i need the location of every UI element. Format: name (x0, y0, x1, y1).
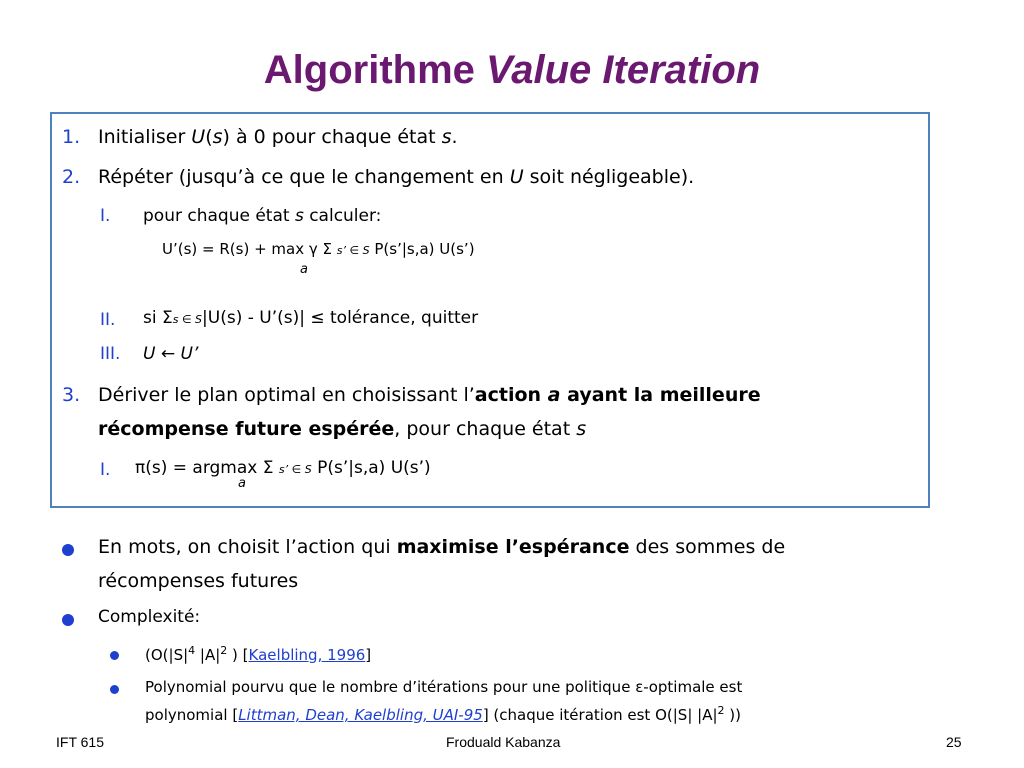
step-2ii-text: si Σs ∈ S|U(s) - U’(s)| ≤ tolérance, quitter (143, 308, 479, 328)
bullet-1-line2: récompenses futures (98, 570, 299, 592)
step-2i-text: pour chaque état s calculer: (143, 206, 382, 226)
step-3-text-line2: récompense future espérée, pour chaque état s (98, 418, 587, 440)
step-3-number: 3. (62, 384, 81, 406)
step-1-number: 1. (62, 126, 81, 148)
kaelbling-1996-link[interactable]: Kaelbling, 1996 (248, 646, 366, 664)
sub-bullet-dot-icon (110, 685, 119, 694)
step-2-text: Répéter (jusqu’à ce que le changement en U soit négligeable). (98, 166, 695, 188)
bullet-dot-icon (62, 544, 74, 556)
formula-update: U’(s) = R(s) + max γ Σ s’ ∈ S P(s’|s,a) U(s’) (162, 240, 475, 258)
formula-policy: π(s) = argmax Σ s’ ∈ S P(s’|s,a) U(s’) (135, 458, 431, 478)
step-2ii-number: II. (100, 310, 116, 330)
step-2-number: 2. (62, 166, 81, 188)
step-1-text: Initialiser U(s) à 0 pour chaque état s. (98, 126, 458, 148)
bullet-1-line1: En mots, on choisit l’action qui maximise l’espérance des sommes de (98, 536, 786, 558)
page-title: Algorithme Value Iteration (263, 48, 761, 92)
bullet-2-text: Complexité: (98, 607, 201, 627)
littman-uai95-link[interactable]: Littman, Dean, Kaelbling, UAI-95 (238, 706, 483, 724)
footer-author: Froduald Kabanza (446, 734, 561, 750)
bullet-dot-icon (62, 614, 74, 626)
bullet-2a-text: ($O(|S|^4$ $|A|^2$ ) [Kaelbling, 1996] (145, 644, 372, 664)
formula-policy-argmax-sub: a (238, 476, 246, 491)
bullet-2b-line1: Polynomial pourvu que le nombre d’itérations pour une politique ε-optimale est (145, 678, 743, 696)
footer-course: IFT 615 (56, 734, 104, 750)
formula-update-max-sub: a (300, 262, 308, 277)
step-2iii-text: U ← U’ (143, 344, 199, 364)
step-2i-number: I. (100, 206, 111, 226)
step-3i-number: I. (100, 460, 111, 480)
bullet-2b-line2: polynomial [Littman, Dean, Kaelbling, UAI-95] (chaque itération est O(|S| $|A|^2$ )) (145, 704, 741, 724)
step-2iii-number: III. (100, 344, 121, 364)
footer-page-number: 25 (946, 734, 962, 750)
sub-bullet-dot-icon (110, 651, 119, 660)
step-3-text-line1: Dériver le plan optimal en choisissant l’action a ayant la meilleure (98, 384, 761, 406)
